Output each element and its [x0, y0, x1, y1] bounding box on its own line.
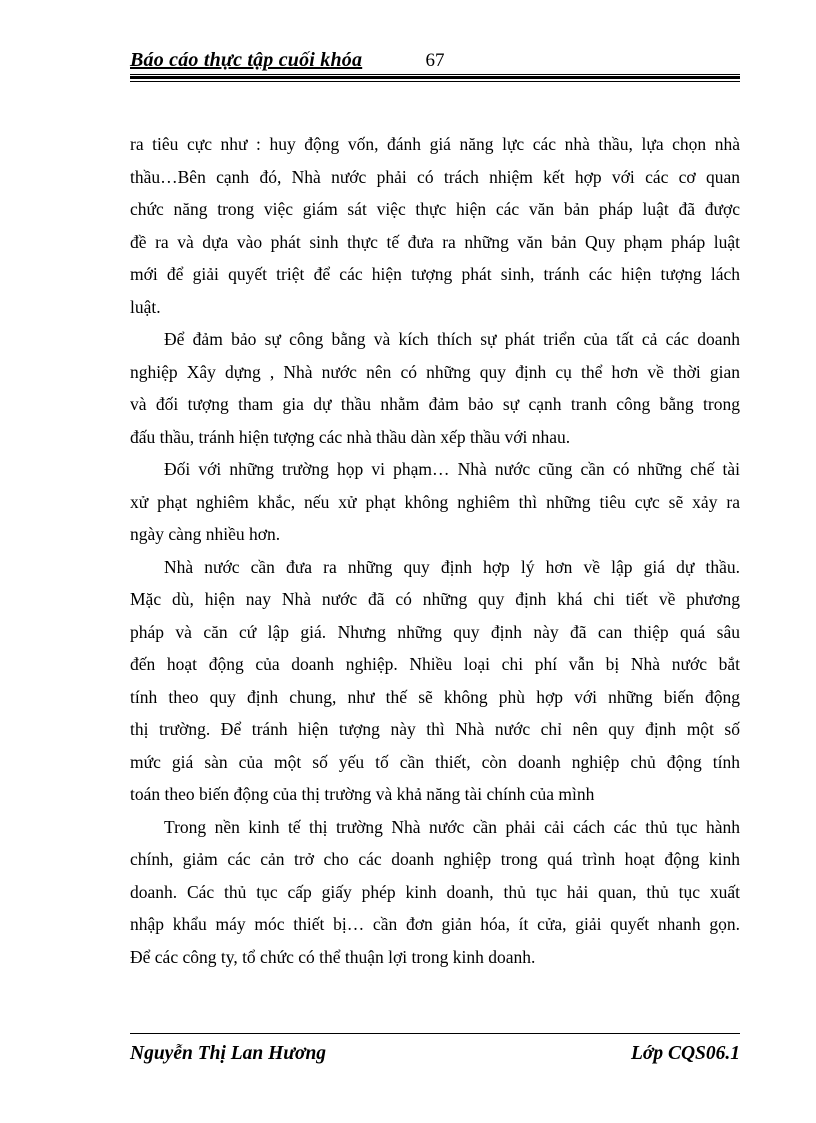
- text-line: doanh. Các thủ tục cấp giấy phép kinh doanh, thủ tục hải quan, thủ tục xuất: [130, 881, 740, 902]
- text-line: Trong nền kinh tế thị trường Nhà nước cần phải cải cách các thủ tục hành: [164, 816, 740, 837]
- text-line: chính, giảm các cản trở cho các doanh nghiệp trong quá trình hoạt động kinh: [130, 849, 740, 869]
- page-footer: [130, 1033, 740, 1065]
- text-line: Đối với những trường họp vi phạm… Nhà nước cũng cần có những chế tài: [164, 459, 740, 479]
- paragraph: [130, 551, 740, 811]
- text-line: nhập khẩu máy móc thiết bị… cần đơn giản hóa, ít cửa, giải quyết nhanh gọn.: [130, 914, 740, 934]
- text-line: đề ra và dựa vào phát sinh thực tế đưa ra những văn bản Quy phạm pháp luật: [130, 231, 740, 252]
- text-line: mới để giải quyết triệt để các hiện tượng phát sinh, tránh các hiện tượng lách: [130, 264, 740, 284]
- text-line: thầu…Bên cạnh đó, Nhà nước phải có trách nhiệm kết hợp với các cơ quan: [130, 166, 740, 187]
- text-line: Mặc dù, hiện nay Nhà nước đã có những quy định khá chi tiết về phương: [130, 589, 740, 609]
- text-line: Để các công ty, tổ chức có thể thuận lợi trong kinh doanh.: [130, 946, 536, 967]
- footer-class-label: Lớp CQS06.1: [630, 1043, 740, 1064]
- text-line: Nhà nước cần đưa ra những quy định hợp lý hơn về lập giá dự thầu.: [164, 556, 740, 577]
- page-number: 67: [425, 50, 445, 71]
- text-line: luật.: [130, 296, 161, 317]
- text-line: ra tiêu cực như : huy động vốn, đánh giá năng lực các nhà thầu, lựa chọn nhà: [130, 134, 740, 154]
- text-line: tính theo quy định chung, như thế sẽ không phù hợp với những biến động: [130, 686, 740, 707]
- footer-author: Nguyễn Thị Lan Hương: [130, 1043, 327, 1064]
- paragraph: [130, 128, 740, 323]
- header-rule-thin: [130, 81, 740, 82]
- header-title: Báo cáo thực tập cuối khóa: [130, 49, 363, 71]
- text-line: thị trường. Để tránh hiện tượng này thì Nhà nước chỉ nên quy định một số: [130, 719, 740, 739]
- page-header: [130, 46, 740, 75]
- text-line: mức giá sàn của một số yếu tố cần thiết, còn doanh nghiệp chủ động tính: [130, 751, 740, 772]
- document-body: [130, 128, 740, 973]
- text-line: và đối tượng tham gia dự thầu nhằm đảm bảo sự cạnh tranh công bằng trong: [130, 394, 740, 414]
- text-line: Để đảm bảo sự công bằng và kích thích sự phát triển của tất cả các doanh: [164, 329, 740, 349]
- text-line: pháp và căn cứ lập giá. Nhưng những quy định này đã can thiệp quá sâu: [130, 621, 740, 642]
- text-line: ngày càng nhiều hơn.: [130, 524, 281, 544]
- paragraph: [130, 811, 740, 974]
- text-line: đấu thầu, tránh hiện tượng các nhà thầu dàn xếp thầu với nhau.: [130, 426, 571, 447]
- text-line: đến hoạt động của doanh nghiệp. Nhiều loại chi phí vẫn bị Nhà nước bắt: [130, 654, 740, 674]
- text-line: toán theo biến động của thị trường và khả năng tài chính của mình: [130, 784, 595, 804]
- paragraph: [130, 323, 740, 453]
- text-line: nghiệp Xây dựng , Nhà nước nên có những quy định cụ thể hơn về thời gian: [130, 361, 740, 382]
- text-line: chức năng trong việc giám sát việc thực hiện các văn bản pháp luật đã được: [130, 199, 740, 219]
- paragraph: [130, 453, 740, 551]
- text-line: xử phạt nghiêm khắc, nếu xử phạt không nghiêm thì những tiêu cực sẽ xảy ra: [130, 491, 740, 512]
- header-rule-thick: [130, 76, 740, 79]
